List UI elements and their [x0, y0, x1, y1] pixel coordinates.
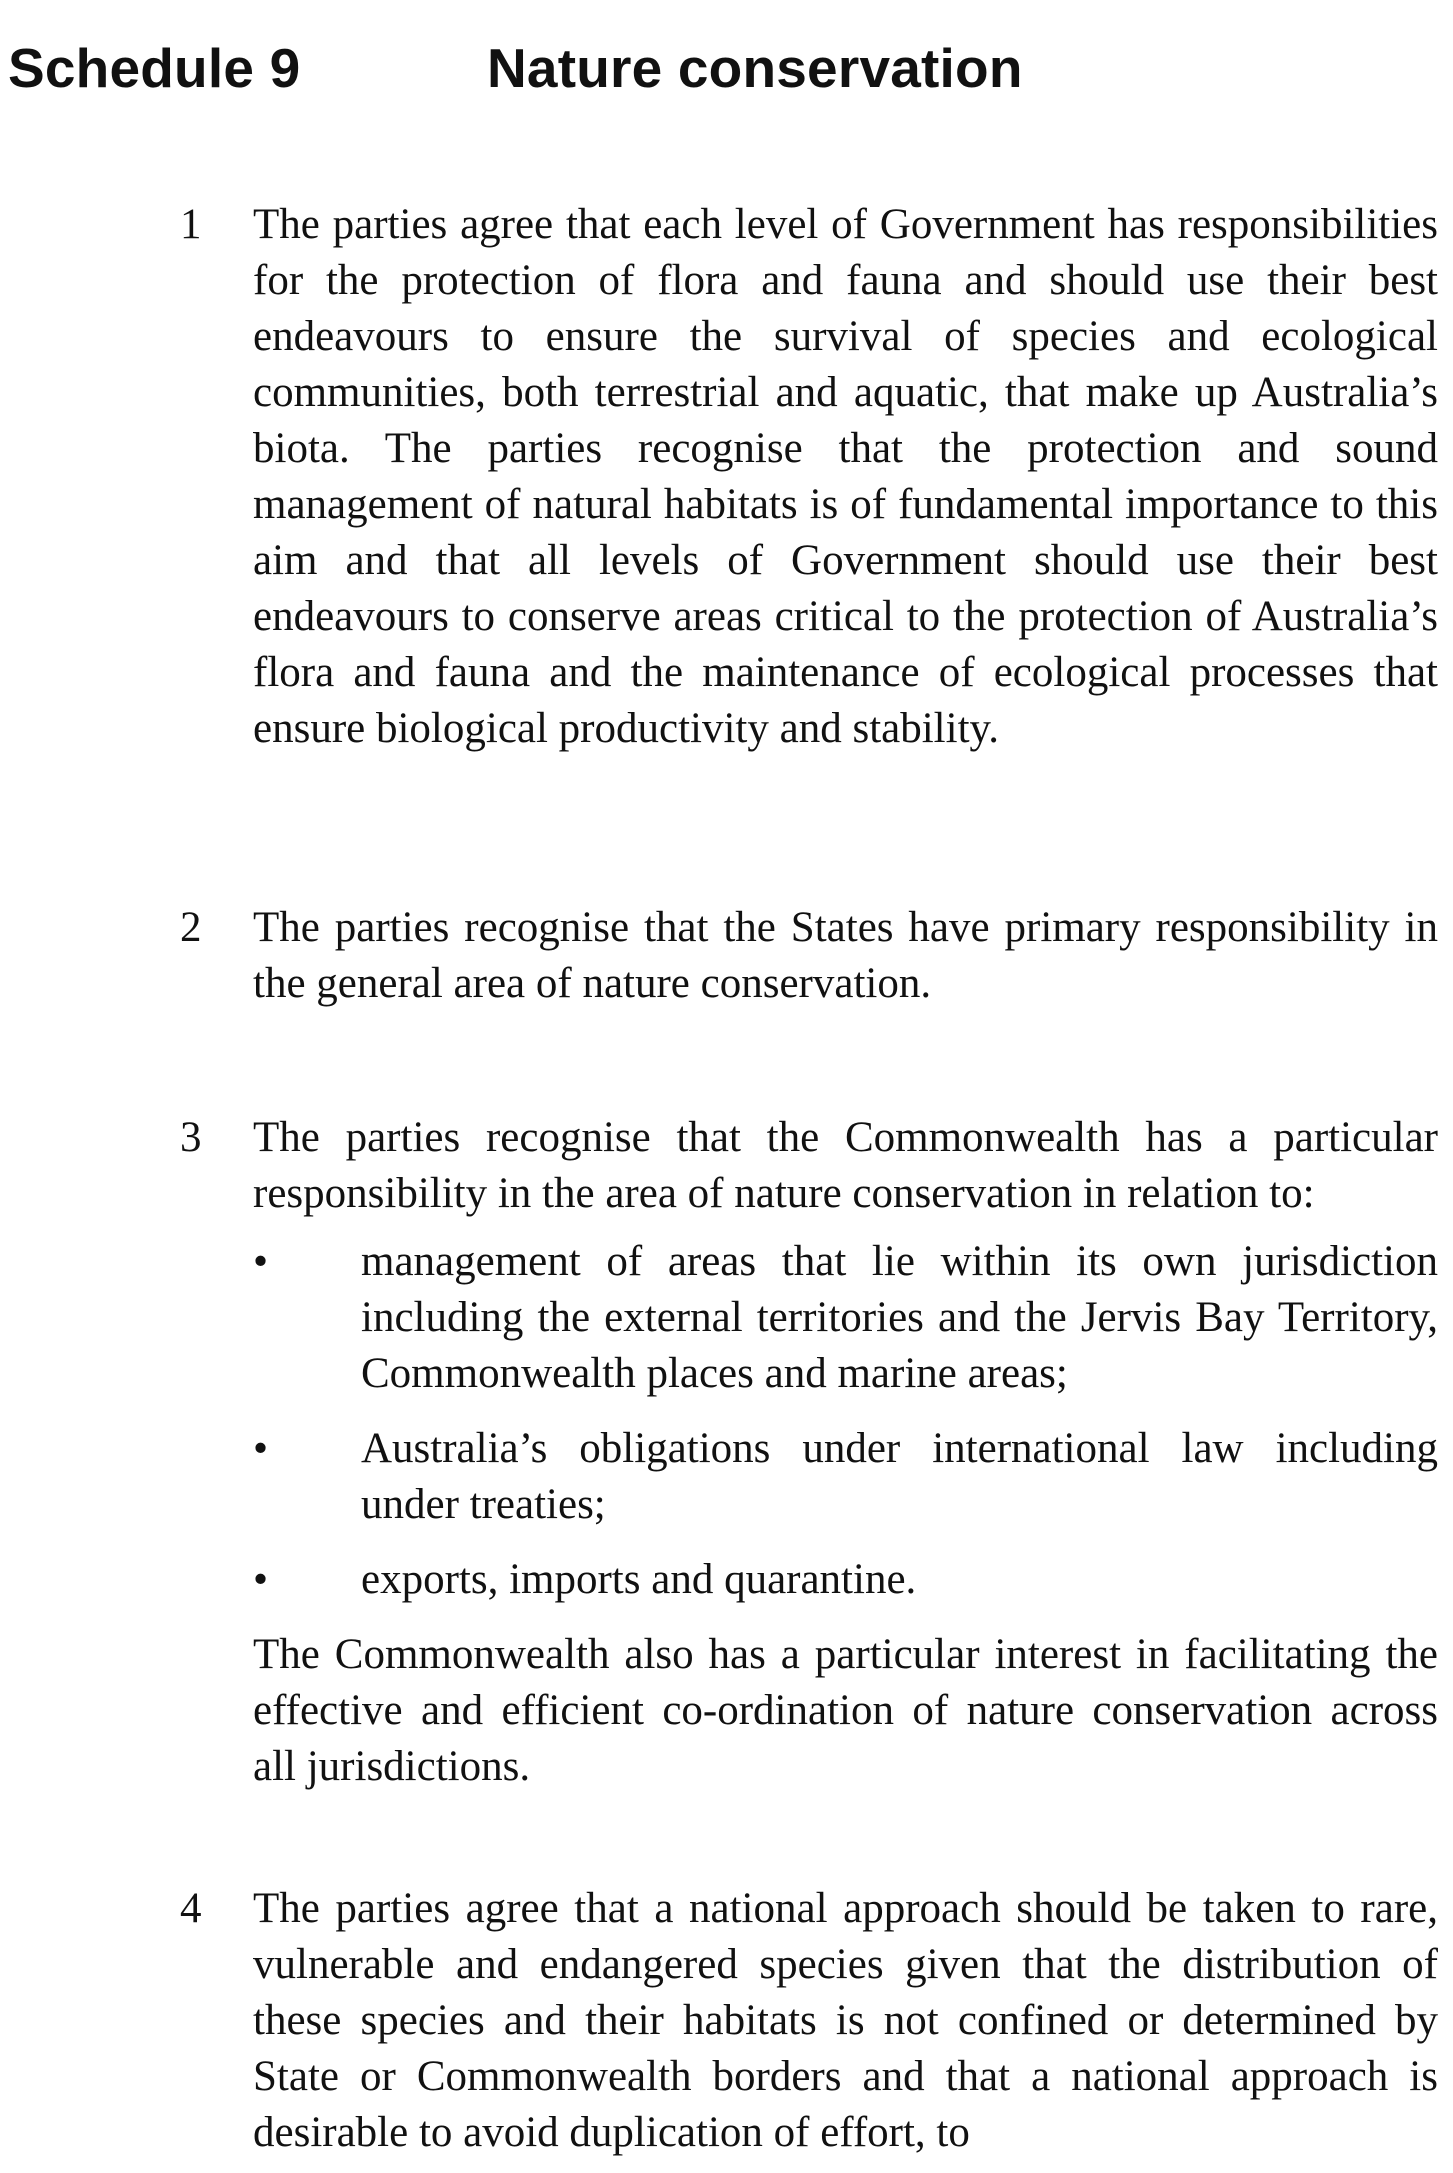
schedule-number: Schedule 9 — [8, 37, 301, 99]
paragraph-number: 2 — [180, 904, 202, 951]
bullet-item — [253, 1552, 1438, 1608]
schedule-heading — [8, 28, 1448, 108]
paragraph-number: 4 — [180, 1885, 202, 1932]
bullet-glyph: • — [253, 1238, 269, 1285]
paragraph-2 — [180, 900, 1438, 1012]
paragraph-number: 3 — [180, 1114, 202, 1161]
paragraph-text: The parties agree that each level of Government has responsibilities for the protection of flora and fauna and should use their best endeavours to ensure the survival of species and ecological communities, both terrestrial and aquatic, that make up Australia’s biota. The parties recognise that the protection and sound management of natural habitats is of fundamental importance to this aim and that all levels of Government should use their best endeavours to conserve areas critical to the protection of Australia’s flora and fauna and the maintenance of ecological processes that ensure biological productivity and stability. — [253, 201, 1438, 752]
bullet-text: exports, imports and quarantine. — [361, 1556, 917, 1603]
bullet-item — [253, 1234, 1438, 1402]
bullet-list — [253, 1234, 1438, 1608]
bullet-text: management of areas that lie within its own jurisdiction including the external territories and the Jervis Bay Territory, Commonwealth places and marine areas; — [361, 1238, 1438, 1397]
bullet-glyph: • — [253, 1425, 269, 1472]
paragraph-3 — [180, 1110, 1438, 1795]
bullet-glyph: • — [253, 1556, 269, 1603]
schedule-title: Nature conservation — [487, 37, 1023, 99]
paragraph-text: The parties agree that a national approach should be taken to rare, vulnerable and endangered species given that the distribution of these species and their habitats is not confined or determined by State or Commonwealth borders and that a national approach is desirable to avoid duplication of effort, to — [253, 1885, 1438, 2156]
bullet-text: Australia’s obligations under international law including under treaties; — [361, 1425, 1438, 1528]
paragraph-number: 1 — [180, 201, 202, 248]
paragraph-text: The parties recognise that the Commonwealth has a particular responsibility in the area of nature conservation in relation to: — [253, 1114, 1438, 1217]
paragraph-4 — [180, 1881, 1438, 2161]
paragraph-text-block — [253, 1110, 1438, 1795]
paragraph-follow-text: The Commonwealth also has a particular interest in facilitating the effective and efficient co-ordination of nature conservation across all jurisdictions. — [253, 1631, 1438, 1790]
paragraph-1 — [180, 197, 1438, 757]
paragraph-text: The parties recognise that the States have primary responsibility in the general area of nature conservation. — [253, 904, 1438, 1007]
bullet-item — [253, 1421, 1438, 1533]
